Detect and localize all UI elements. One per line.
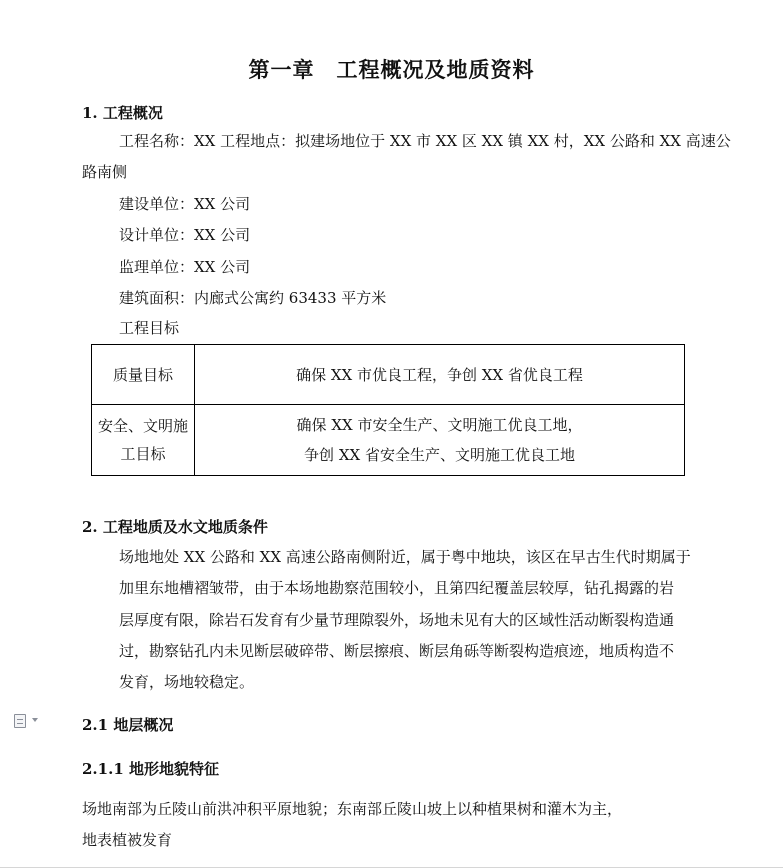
project-name-line-2: 路南侧 [82,163,128,181]
section-heading-2-1: 2.1 地层概况 [82,716,174,734]
geology-paragraph-line: 发育，场地较稳定。 [119,673,255,691]
terrain-line-2: 地表植被发育 [82,831,173,849]
geology-paragraph-line: 层厚度有限，除岩石发育有少量节理隙裂外，场地未见有大的区域性活动断裂构造通 [119,611,675,629]
geology-paragraph-line: 场地地处 XX 公路和 XX 高速公路南侧附近，属于粤中地块，该区在早古生代时期属于 [119,548,691,566]
safety-goal-label-line-1: 安全、文明施 [97,417,188,435]
geology-paragraph-line: 过，勘察钻孔内未见断层破碎带、断层擦痕、断层角砾等断裂构造痕迹，地质构造不 [119,642,675,660]
safety-goal-value [195,405,685,476]
quality-goal-label: 质量目标 [92,345,195,405]
document-icon[interactable] [14,714,26,728]
design-unit: 设计单位：XX 公司 [119,226,251,244]
table-row [92,405,685,476]
safety-goal-label [92,405,195,476]
project-name-line-1: 工程名称：XX 工程地点：拟建场地位于 XX 市 XX 区 XX 镇 XX 村，XX 公路和 XX 高速公 [119,132,731,150]
section-heading-2: 2. 工程地质及水文地质条件 [82,518,268,536]
goals-table [91,344,685,476]
goals-label: 工程目标 [119,319,180,337]
construction-unit: 建设单位：XX 公司 [119,195,251,213]
geology-paragraph-line: 加里东地槽褶皱带，由于本场地勘察范围较小，且第四纪覆盖层较厚，钻孔揭露的岩 [119,579,675,597]
safety-goal-label-line-2: 工目标 [120,445,166,463]
building-area: 建筑面积：内廊式公寓约 63433 平方米 [119,289,387,307]
terrain-line-1: 场地南部为丘陵山前洪冲积平原地貌；东南部丘陵山坡上以种植果树和灌木为主， [82,800,623,818]
safety-goal-value-line-1: 确保 XX 市安全生产、文明施工优良工地， [296,416,583,434]
section-heading-1: 1. 工程概况 [82,104,163,122]
supervision-unit: 监理单位：XX 公司 [119,258,251,276]
chapter-title: 第一章 工程概况及地质资料 [248,57,535,82]
quality-goal-value: 确保 XX 市优良工程，争创 XX 省优良工程 [195,345,685,405]
table-row [92,345,685,405]
safety-goal-value-line-2: 争创 XX 省安全生产、文明施工优良工地 [304,446,575,464]
chevron-down-icon[interactable] [32,718,38,722]
section-heading-2-1-1: 2.1.1 地形地貌特征 [82,760,219,778]
